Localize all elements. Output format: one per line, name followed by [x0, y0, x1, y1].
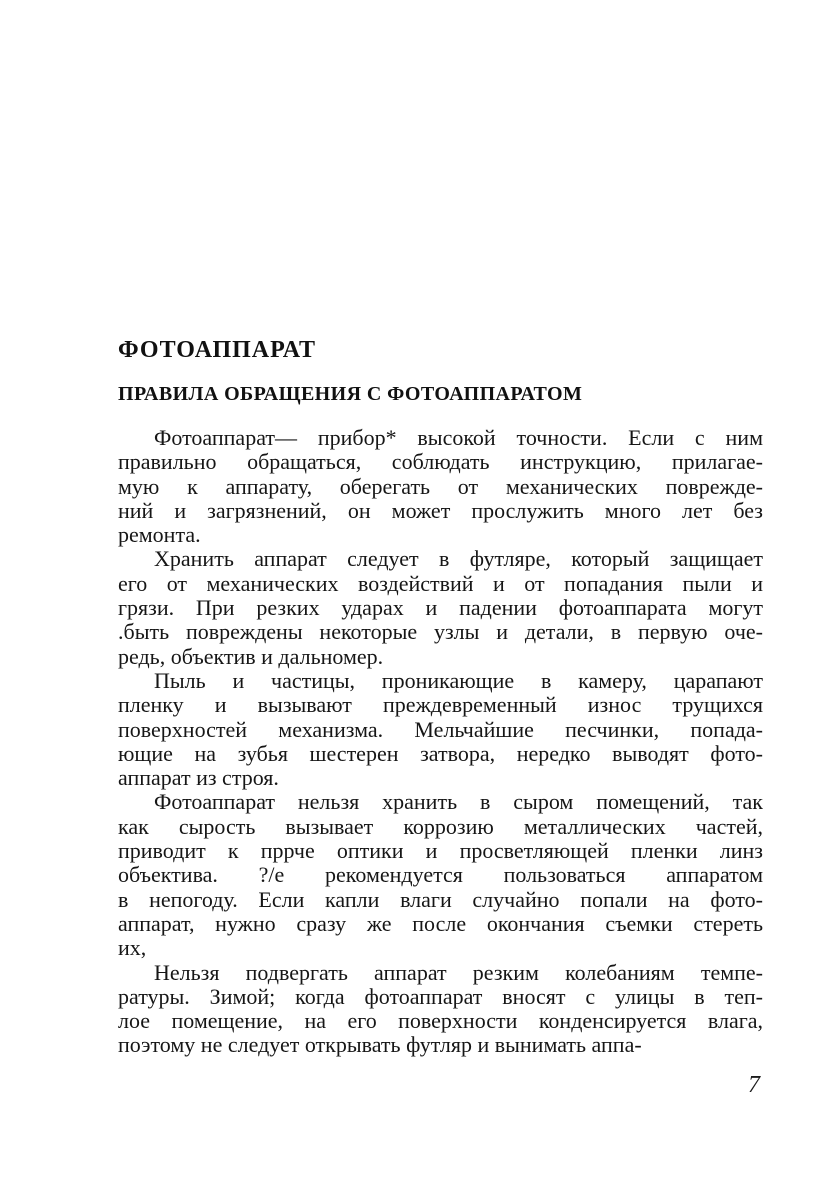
text-column — [118, 338, 763, 1058]
article-body — [118, 426, 763, 1058]
text-line: в непогоду. Если капли влаги случайно попали на фото- — [118, 887, 763, 912]
text-line: .быть повреждены некоторые узлы и детали, в первую оче- — [118, 620, 763, 645]
text-line: поэтому не следует открывать футляр и вынимать аппа- — [118, 1033, 642, 1058]
paragraph — [118, 426, 763, 547]
text-line: Нельзя подвергать аппарат резким колебаниям темпе- — [154, 960, 763, 985]
text-line: приводит к пррче оптики и просветляющей пленки линз — [118, 839, 763, 864]
text-line: ремонта. — [118, 523, 201, 548]
page-title: ФОТОАППАРАТ — [118, 337, 316, 363]
text-line: их, — [118, 936, 147, 961]
text-line: объектива. ?/е рекомендуется пользоваться аппаратом — [118, 863, 763, 888]
text-line: Хранить аппарат следует в футляре, который защищает — [154, 547, 763, 572]
text-line: Фотоаппарат— прибор* высокой точности. Если с ним — [154, 426, 763, 450]
paragraph — [118, 790, 763, 960]
text-line: редь, объектив и дальномер. — [118, 644, 384, 669]
text-line: правильно обращаться, соблюдать инструкцию, прилагае- — [118, 450, 763, 475]
text-line: лое помещение, на его поверхности конденсируется влага, — [118, 1009, 763, 1034]
text-line: Пыль и частицы, проникающие в камеру, царапают — [154, 668, 763, 693]
paragraph — [118, 669, 763, 790]
paragraph — [118, 547, 763, 668]
text-line: как сырость вызывает коррозию металлических частей, — [118, 814, 763, 839]
section-heading: ПРАВИЛА ОБРАЩЕНИЯ С ФОТОАППАРАТОМ — [118, 383, 583, 405]
text-line: ратуры. Зимой; когда фотоаппарат вносят с улицы в теп- — [118, 984, 763, 1009]
text-line: пленку и вызывают преждевременный износ трущихся — [118, 693, 763, 718]
text-line: поверхностей механизма. Мельчайшие песчинки, попада- — [118, 717, 763, 742]
paragraph — [118, 961, 763, 1058]
text-line: грязи. При резких ударах и падении фотоаппарата могут — [118, 596, 763, 621]
text-line: мую к аппарату, оберегать от механических поврежде- — [118, 474, 763, 499]
page-number: 7 — [748, 1072, 760, 1098]
text-line: ющие на зубья шестерен затвора, нередко выводят фото- — [118, 741, 763, 766]
text-line: его от механических воздействий и от попадания пыли и — [118, 571, 763, 596]
text-line: Фотоаппарат нельзя хранить в сыром помещений, так — [154, 790, 763, 815]
text-line: ний и загрязнений, он может прослужить много лет без — [118, 498, 763, 523]
text-line: аппарат из строя. — [118, 766, 279, 791]
text-line: аппарат, нужно сразу же после окончания съемки стереть — [118, 911, 763, 936]
